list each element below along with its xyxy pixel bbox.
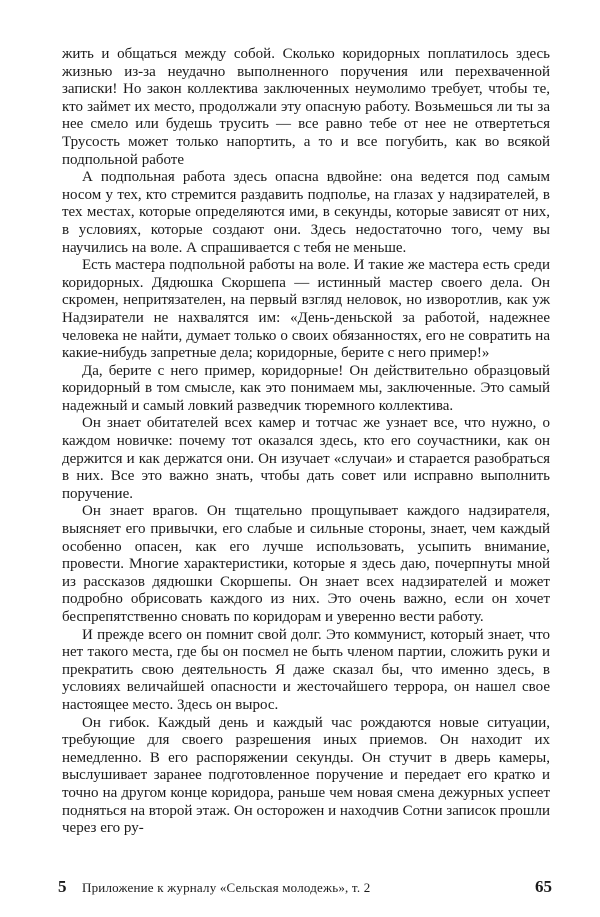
paragraph-2: А подпольная работа здесь опасна вдвойне: она ведется под самым носом у тех, кто стремится раздавить подполье, на глазах у надзирателей, в тех местах, которые определяются ими, в секунды, которые зависят от них, в условиях, которые создают они. Здесь недостаточно того, чему вы научились на воле. А спрашивается с тебя не меньше. (62, 169, 550, 256)
paragraph-5: Он знает обитателей всех камер и тотчас же узнает все, что нужно, о каждом новичке: почему тот оказался здесь, кто его соучастники, как он держится и как держатся они. Он изучает «случаи» и старается разобраться в них. Все это важно знать, чтобы дать совет или исправно выполнить поручение. (62, 415, 550, 502)
page-footer (58, 877, 552, 899)
publication-line: Приложение к журналу «Сельская молодежь», т. 2 (82, 880, 371, 895)
paragraph-3: Есть мастера подпольной работы на воле. И такие же мастера есть среди коридорных. Дядюшка Скоршепа — истинный мастер своего дела. Он скромен, непритязателен, на первый взгляд неловок, но изворотлив, как уж Надзиратели не нахвалятся им: «День-деньской за работой, надежнее человека не найти, думает только о своих обязанностях, его не совратить на какие-нибудь запретные дела; коридорные, берите с него пример!» (62, 257, 550, 362)
paragraph-8: Он гибок. Каждый день и каждый час рождаются новые ситуации, требующие для своего разрешения иных приемов. Он находит их немедленно. В его распоряжении секунды. Он стучит в дверь камеры, выслушивает заранее подготовленное поручение и передает его кратко и точно на другом конце коридора, раньше чем новая смена дежурных успеет подняться на второй этаж. Он осторожен и находчив Сотни записок прошли через его ру- (62, 714, 550, 837)
paragraph-4: Да, берите с него пример, коридорные! Он действительно образцовый коридорный в том смысле, как это понимаем мы, заключенные. Это самый надежный и самый ловкий разведчик тюремного коллектива. (62, 362, 550, 414)
page-body (62, 46, 550, 838)
paragraph-7: И прежде всего он помнит свой долг. Это коммунист, который знает, что нет такого места, где бы он посмел не быть членом партии, сложить руки и прекратить свою деятельность Я даже сказал бы, что именно здесь, в условиях величайшей опасности и жесточайшего террора, он нашел свое настоящее место. Здесь он вырос. (62, 626, 550, 713)
signature-mark: 5 (58, 877, 67, 896)
paragraph-6: Он знает врагов. Он тщательно прощупывает каждого надзирателя, выясняет его привычки, его слабые и сильные стороны, знает, чем каждый особенно опасен, как его лучше использовать, усыпить внимание, провести. Многие характеристики, которые я здесь даю, почерпнуты мной из рассказов дядюшки Скоршепы. Он знает всех надзирателей и может подробно обрисовать каждого из них. Это очень важно, если он хочет беспрепятственно сновать по коридорам и уверенно вести работу. (62, 503, 550, 625)
paragraph-1: жить и общаться между собой. Сколько коридорных поплатилось здесь жизнью из-за неудачно выполненного поручения или перехваченной записки! Но закон коллектива заключенных неумолимо требует, чтобы те, кто займет их место, продолжали эту опасную работу. Возьмешься ли ты за нее смело или будешь трусить — все равно тебе от нее не отвертеться Трусость может только напортить, а то и все погубить, как во всякой подпольной работе (62, 46, 550, 168)
page-number: 65 (535, 877, 552, 896)
